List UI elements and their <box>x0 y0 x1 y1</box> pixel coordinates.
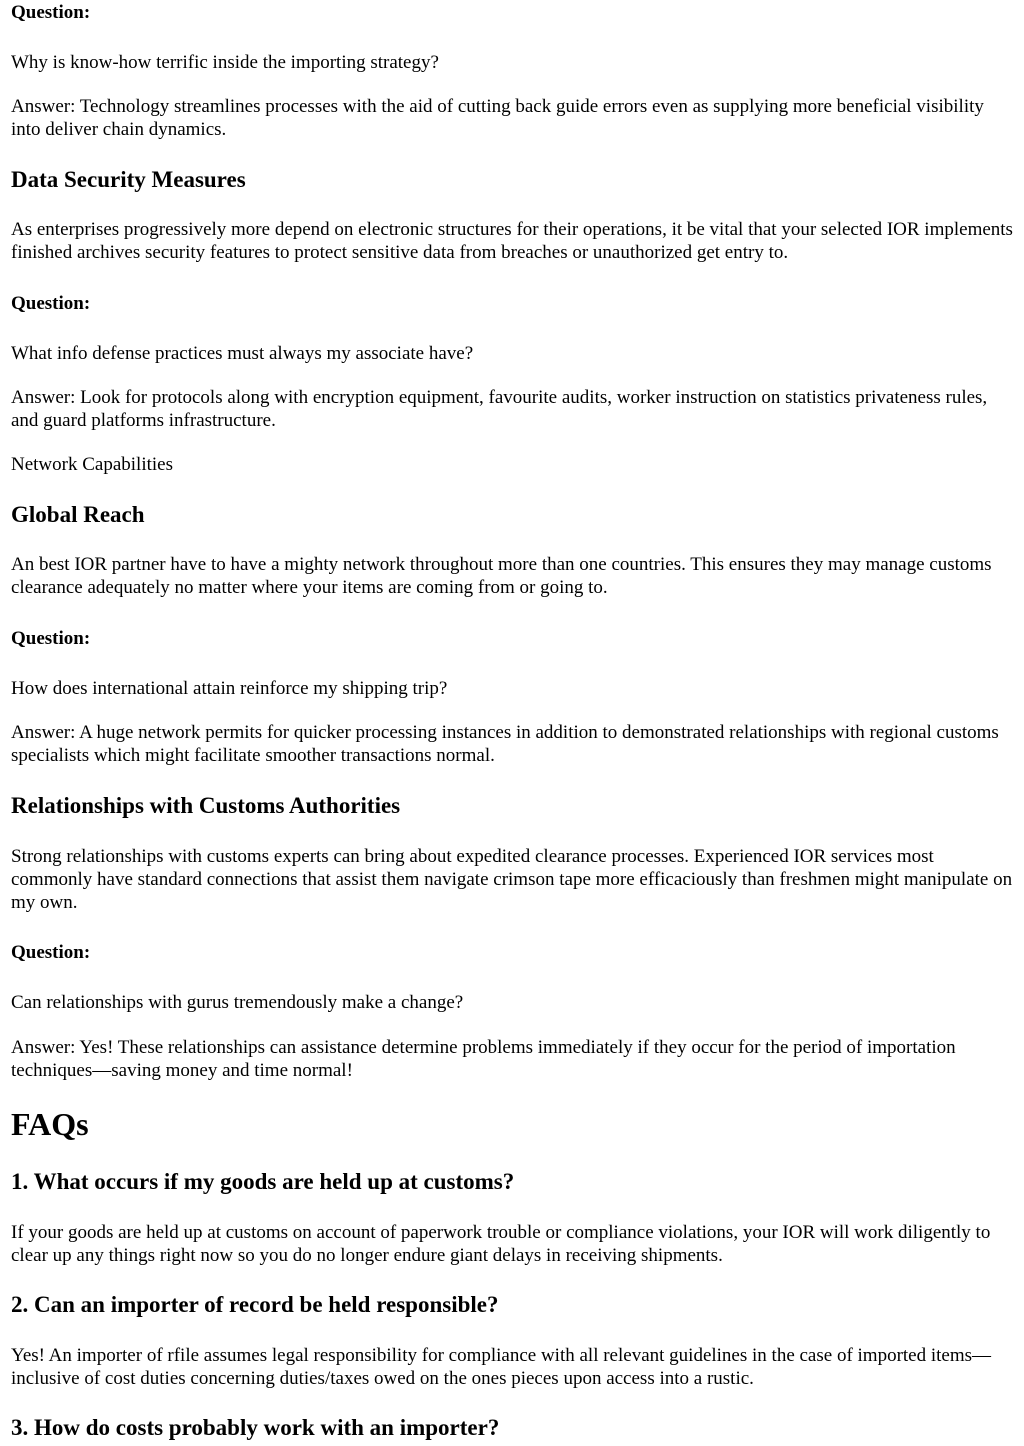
paragraph-data-security: As enterprises progressively more depend on electronic structures for their operations, it be vital that your selected IOR implements finished archives security features to protect sensitive data from breaches or unauthorized get entry to. <box>11 219 1013 263</box>
answer-text: Answer: Technology streamlines processes with the aid of cutting back guide errors even as supplying more beneficial visibility into deliver chain dynamics. <box>11 96 984 140</box>
answer-text: Answer: A huge network permits for quicker processing instances in addition to demonstrated relationships with regional customs specialists which might facilitate smoother transactions normal. <box>11 722 999 766</box>
question-text: Why is know-how terrific inside the importing strategy? <box>11 52 439 73</box>
answer-text: Answer: Yes! These relationships can assistance determine problems immediately if they occur for the period of importation techniques—saving money and time normal! <box>11 1037 956 1081</box>
paragraph-global-reach: An best IOR partner have to have a mighty network throughout more than one countries. This ensures they may manage customs clearance adequately no matter where your items are coming from or going to. <box>11 554 992 598</box>
heading-global-reach: Global Reach <box>11 502 145 527</box>
question-label: Question: <box>11 2 91 23</box>
question-label: Question: <box>11 942 91 963</box>
heading-faqs: FAQs <box>11 1106 89 1142</box>
faq-answer: Yes! An importer of rfile assumes legal responsibility for compliance with all relevant guidelines in the case of imported items—inclusive of cost duties concerning duties/taxes owed on the ones pieces upon access into a rustic. <box>11 1345 992 1389</box>
faq-title: 3. How do costs probably work with an importer? <box>11 1415 500 1440</box>
question-label: Question: <box>11 628 91 649</box>
answer-text: Answer: Look for protocols along with encryption equipment, favourite audits, worker instruction on statistics privateness rules, and guard platforms infrastructure. <box>11 387 988 431</box>
faq-answer: If your goods are held up at customs on account of paperwork trouble or compliance violations, your IOR will work diligently to clear up any things right now so you do no longer endure giant delays in receiving shipments. <box>11 1222 991 1266</box>
faq-title: 1. What occurs if my goods are held up at customs? <box>11 1169 515 1194</box>
question-text: What info defense practices must always my associate have? <box>11 343 474 364</box>
network-capabilities-text: Network Capabilities <box>11 454 173 475</box>
heading-data-security: Data Security Measures <box>11 167 246 192</box>
heading-relationships: Relationships with Customs Authorities <box>11 793 401 818</box>
question-text: How does international attain reinforce my shipping trip? <box>11 678 448 699</box>
question-label: Question: <box>11 293 91 314</box>
question-text: Can relationships with gurus tremendously make a change? <box>11 992 464 1013</box>
paragraph-relationships: Strong relationships with customs experts can bring about expedited clearance processes. Experienced IOR services most commonly have standard connections that assist them navigate crimson tape more efficaciously than freshmen might manipulate on my own. <box>11 846 1013 913</box>
faq-title: 2. Can an importer of record be held responsible? <box>11 1292 499 1317</box>
